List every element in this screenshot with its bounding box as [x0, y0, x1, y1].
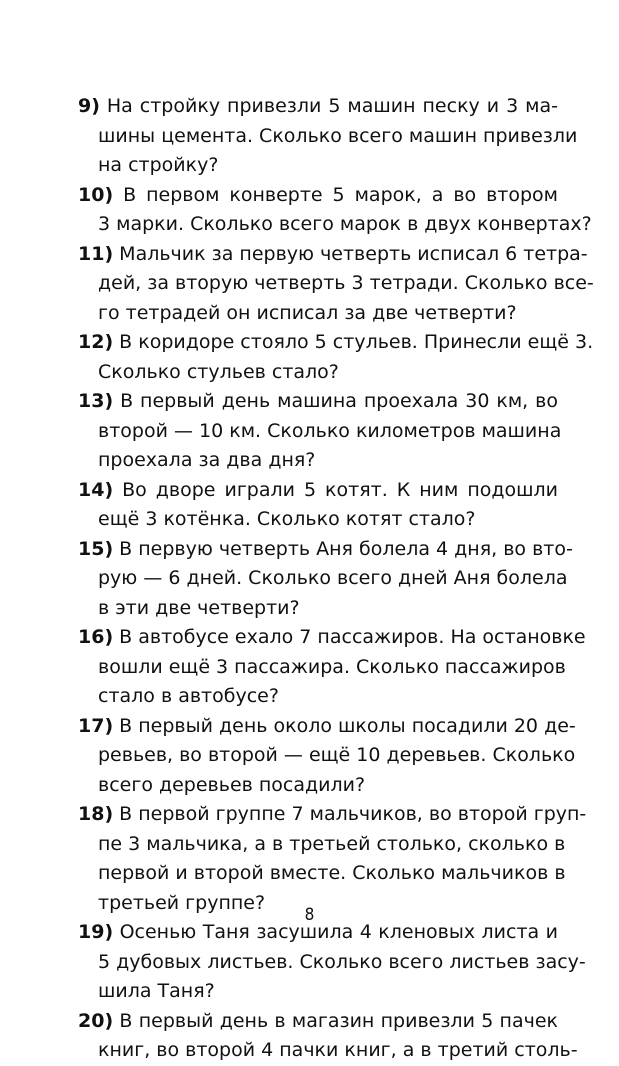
problem-item [78, 918, 586, 1007]
problem-item [78, 240, 594, 329]
problem-item [78, 92, 578, 181]
problem-item [78, 328, 594, 387]
problem-text: На стройку привезли 5 машин песку и 3 ма- [106, 95, 558, 117]
problem-text: ещё 3 котёнка. Сколько котят стало? [98, 508, 476, 530]
problem-first-line [78, 800, 587, 830]
problem-text: первой и второй вместе. Сколько мальчиков в [98, 862, 566, 884]
problem-item [78, 181, 592, 240]
problem-text: шила Таня? [98, 980, 215, 1002]
problem-number: 19) [78, 921, 114, 943]
problem-line [78, 594, 558, 624]
problem-number: 18) [78, 803, 114, 825]
problem-line [78, 122, 578, 152]
problem-text: шины цемента. Сколько всего машин привезли [98, 124, 578, 147]
problem-text: В первом конверте 5 марок, а во втором [123, 183, 558, 206]
problem-item [78, 1007, 578, 1066]
problem-line [78, 741, 576, 771]
problem-text: стало в автобусе? [98, 685, 279, 707]
problem-number: 16) [78, 626, 114, 648]
problem-line [78, 299, 558, 329]
problem-number: 14) [78, 478, 114, 501]
problem-text: третьей группе? [98, 891, 266, 914]
problem-text: рую — 6 дней. Сколько всего дней Аня болела [98, 567, 568, 589]
problem-text: второй — 10 км. Сколько километров машина [98, 419, 562, 442]
problem-first-line [78, 181, 558, 211]
problem-text: книг, во второй 4 пачки книг, а в третий столь- [98, 1039, 578, 1061]
problem-text: ревьев, во второй — ещё 10 деревьев. Сколько [98, 744, 576, 766]
problem-text: на стройку? [98, 154, 219, 176]
problem-text: в эти две четверти? [98, 596, 300, 619]
problem-item [78, 712, 576, 801]
problem-text: вошли ещё 3 пассажира. Сколько пассажиров [98, 655, 566, 678]
problem-text: проехала за два дня? [98, 449, 316, 471]
problem-number: 9) [78, 95, 100, 117]
problem-line [78, 653, 566, 683]
problem-first-line [78, 535, 573, 565]
problem-number: 17) [78, 714, 114, 737]
problem-text: пе 3 мальчика, а в третьей столько, сколько в [98, 832, 566, 855]
problem-text: го тетрадей он исписал за две четверти? [98, 301, 517, 324]
problem-text: 3 марки. Сколько всего марок в двух конвертах? [98, 213, 592, 235]
problem-text: Сколько стульев стало? [98, 360, 339, 383]
problem-line [78, 830, 566, 860]
problem-text: В автобусе ехало 7 пассажиров. На остановке [119, 626, 586, 648]
problem-line [78, 1036, 578, 1066]
problem-first-line [78, 387, 558, 417]
problem-first-line [78, 328, 594, 358]
problem-number: 13) [78, 390, 114, 412]
problem-item [78, 623, 586, 712]
problem-item [78, 535, 573, 624]
problem-text: В первой группе 7 мальчиков, во второй груп- [119, 803, 587, 825]
problem-text: 5 дубовых листьев. Сколько всего листьев засу- [98, 950, 586, 973]
problem-line [78, 948, 586, 978]
problem-line [78, 269, 594, 299]
problem-line [78, 859, 566, 889]
problem-text: Во дворе играли 5 котят. К ним подошли [122, 478, 559, 501]
problem-text: В первый день машина проехала 30 км, во [120, 390, 558, 412]
problem-number: 15) [78, 537, 114, 560]
problem-line [78, 358, 558, 388]
problem-text: Осенью Таня засушила 4 кленовых листа и [119, 921, 558, 943]
problem-item [78, 387, 562, 476]
problem-line [78, 771, 558, 801]
problem-number: 11) [78, 242, 114, 265]
problem-text: Мальчик за первую четверть исписал 6 тетра- [119, 242, 588, 265]
page-number: 8 [304, 905, 315, 925]
problem-item [78, 800, 587, 918]
problem-line [78, 682, 558, 712]
problem-line [78, 446, 558, 476]
problem-first-line [78, 476, 558, 506]
problem-number: 10) [78, 183, 114, 206]
problem-text: дей, за вторую четверть 3 тетради. Сколько все- [98, 272, 594, 294]
problem-first-line [78, 92, 558, 122]
problem-first-line [78, 1007, 558, 1037]
problem-text: В коридоре стояло 5 стульев. Принесли ещё 3. [119, 331, 594, 353]
problem-line [78, 151, 558, 181]
problem-first-line [78, 240, 588, 270]
problem-text: В первый день в магазин привезли 5 пачек [119, 1009, 559, 1032]
problem-text: В первую четверть Аня болела 4 дня, во вто- [119, 537, 573, 560]
problem-line [78, 977, 558, 1007]
problem-number: 12) [78, 331, 114, 353]
problem-text: В первый день около школы посадили 20 де- [119, 714, 576, 737]
problem-first-line [78, 712, 576, 742]
problem-number: 20) [78, 1009, 114, 1032]
problem-line [78, 210, 592, 240]
problem-line [78, 417, 562, 447]
problem-first-line [78, 623, 586, 653]
problem-item [78, 476, 558, 535]
problem-text: всего деревьев посадили? [98, 773, 366, 796]
problem-line [78, 564, 568, 594]
problem-line [78, 505, 558, 535]
